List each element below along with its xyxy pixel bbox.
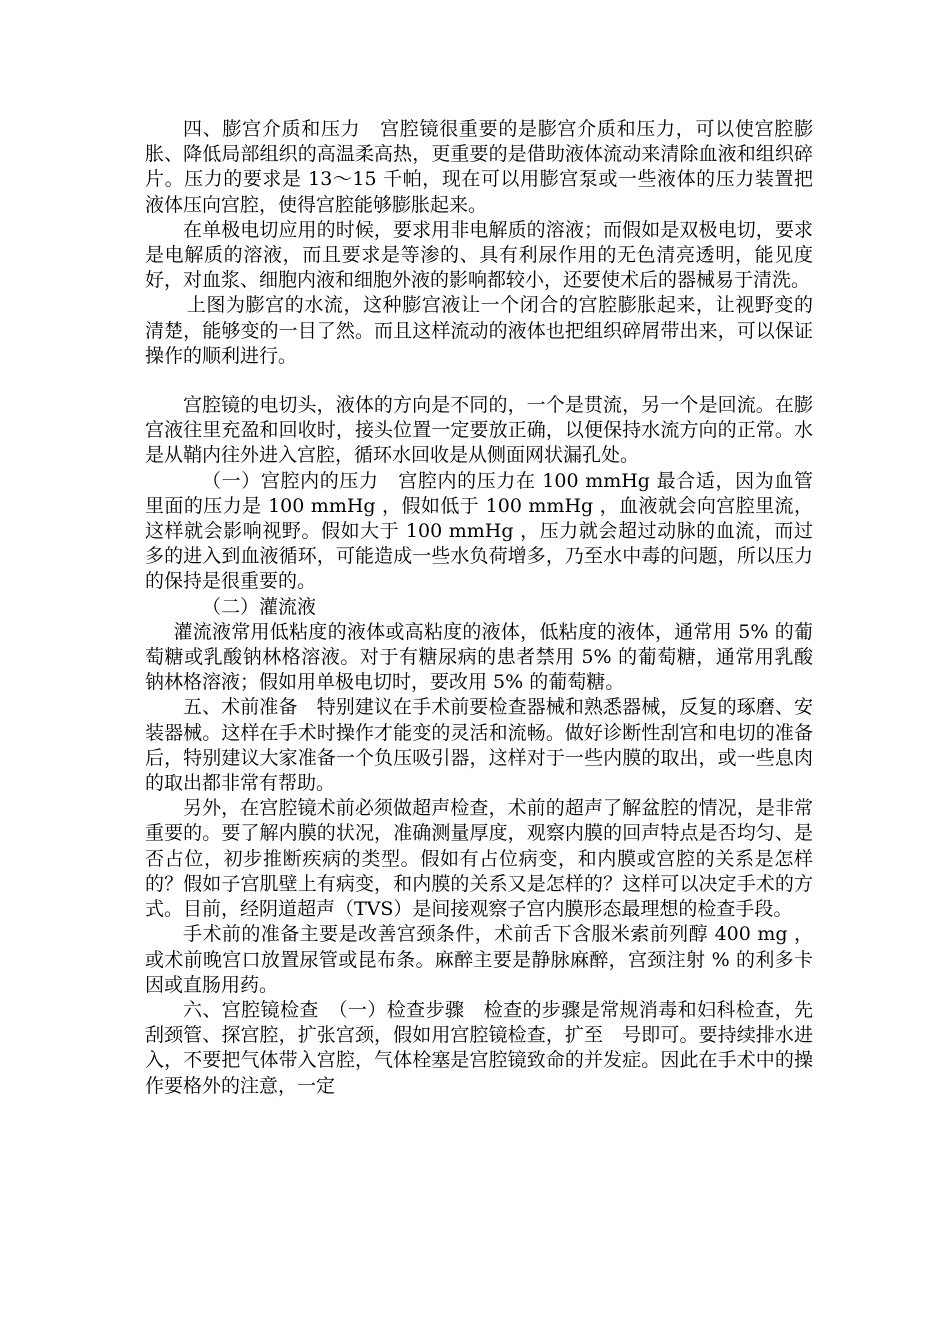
- paragraph-hysteroscopy-exam: 六、宫腔镜检查 （一）检查步骤 检查的步骤是常规消毒和妇科检查，先刮颈管、探宫腔，扩张宫颈，假如用宫腔镜检查，扩至 号即可。要持续排水进入，不要把气体带入宫腔，气体栓塞是宫腔镜致命的并发症。因此在手术中的操作要格外的注意，一定: [145, 998, 813, 1097]
- paragraph-resectoscope-flow: 宫腔镜的电切头，液体的方向是不同的，一个是贯流，另一个是回流。在膨宫液往里充盈和回收时，接头位置一定要放正确，以便保持水流方向的正常。水是从鞘内往外进入宫腔，循环水回收是从侧面网状漏孔处。: [145, 394, 813, 467]
- paragraph-ultrasound-exam: 另外，在宫腔镜术前必须做超声检查，术前的超声了解盆腔的情况，是非常重要的。要了解内膜的状况，准确测量厚度，观察内膜的回声特点是否均匀、是否占位，初步推断疾病的类型。假如有占位病变，和内膜或宫腔的关系是怎样的？假如子宫肌壁上有病变，和内膜的关系又是怎样的？这样可以决定手术的方式。目前，经阴道超声（TVS）是间接观察子宫内膜形态最理想的检查手段。: [145, 797, 813, 921]
- paragraph-intrauterine-pressure: （一）宫腔内的压力 宫腔内的压力在 100 mmHg 最合适，因为血管里面的压力是 100 mmHg ，假如低于 100 mmHg ，血液就会向宫腔里流，这样就会影响视野。假如大于 100 mmHg ，压力就会超过动脉的血流，而过多的进入到血液循环，可能造成一些水负荷增多，乃至水中毒的问题，所以压力的保持是很重要的。: [145, 469, 813, 593]
- heading-irrigation-fluid: （二）灌流液: [202, 595, 317, 618]
- paragraph-spacer: [145, 369, 813, 393]
- paragraph-distension-flow: 上图为膨宫的水流，这种膨宫液让一个闭合的宫腔膨胀起来，让视野变的清楚，能够变的一目了然。而且这样流动的液体也把组织碎屑带出来，可以保证操作的顺利进行。: [145, 294, 813, 367]
- paragraph-distension-medium: 四、膨宫介质和压力 宫腔镜很重要的是膨宫介质和压力，可以使宫腔膨胀、降低局部组织的高温柔高热，更重要的是借助液体流动来清除血液和组织碎片。压力的要求是 13～15 千帕，现在可以用膨宫泵或一些液体的压力装置把液体压向宫腔，使得宫腔能够膨胀起来。: [145, 118, 813, 216]
- paragraph-irrigation-fluid: 灌流液常用低粘度的液体或高粘度的液体，低粘度的液体，通常用 5% 的葡萄糖或乳酸钠林格溶液。对于有糖尿病的患者禁用 5% 的葡萄糖，通常用乳酸钠林格溶液；假如用单极电切时，要改用 5% 的葡萄糖。: [145, 620, 813, 694]
- paragraph-cervical-prep: 手术前的准备主要是改善宫颈条件，术前舌下含服米索前列醇 400 mg ，或术前晚宫口放置尿管或昆布条。麻醉主要是静脉麻醉，宫颈注射 % 的利多卡因或直肠用药。: [145, 923, 813, 996]
- paragraph-preoperative-prep: 五、术前准备 特别建议在手术前要检查器械和熟悉器械，反复的琢磨、安装器械。这样在手术时操作才能变的灵活和流畅。做好诊断性刮宫和电切的准备后，特别建议大家准备一个负压吸引器，这样对于一些内膜的取出，或一些息肉的取出都非常有帮助。: [145, 696, 813, 795]
- paragraph-electrolyte-solution: 在单极电切应用的时候，要求用非电解质的溶液；而假如是双极电切，要求是电解质的溶液，而且要求是等渗的、具有利尿作用的无色清亮透明，能见度好，对血浆、细胞内液和细胞外液的影响都较小，还要使术后的器械易于清洗。: [145, 218, 813, 292]
- document-body: [145, 117, 813, 1099]
